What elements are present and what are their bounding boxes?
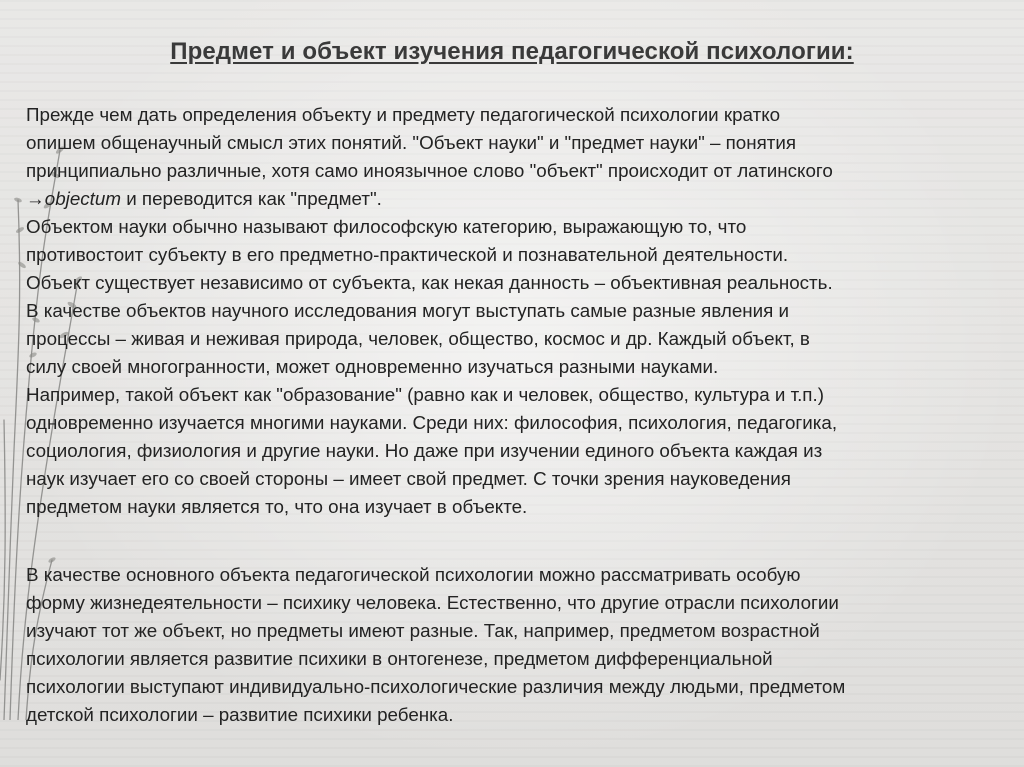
text-line: принципиально различные, хотя само иноязычное слово "объект" происходит от латинского <box>26 160 833 181</box>
text-line-suffix: и переводится как "предмет". <box>121 188 382 209</box>
text-line: предметом науки является то, что она изучает в объекте. <box>26 496 528 517</box>
text-line: форму жизнедеятельности – психику человека. Естественно, что другие отрасли психологии <box>26 592 839 613</box>
text-line: психологии является развитие психики в онтогенезе, предметом дифференциальной <box>26 648 773 669</box>
text-line: противостоит субъекту в его предметно-практической и познавательной деятельности. <box>26 244 789 265</box>
text-line: процессы – живая и неживая природа, человек, общество, космос и др. Каждый объект, в <box>26 328 810 349</box>
text-line: В качестве основного объекта педагогической психологии можно рассматривать особую <box>26 564 801 585</box>
text-line: наук изучает его со своей стороны – имеет свой предмет. С точки зрения науковедения <box>26 468 791 489</box>
slide-title: Предмет и объект изучения педагогической психологии: <box>170 38 854 65</box>
text-line: Объектом науки обычно называют философскую категорию, выражающую то, что <box>26 216 747 237</box>
text-line: одновременно изучается многими науками. Среди них: философия, психология, педагогика, <box>26 412 838 433</box>
text-line: В качестве объектов научного исследования могут выступать самые разные явления и <box>26 300 790 321</box>
arrow-glyph: → <box>26 188 45 209</box>
text-line: силу своей многогранности, может одновременно изучаться разными науками. <box>26 356 719 377</box>
text-line: Объект существует независимо от субъекта, как некая данность – объективная реальность. <box>26 272 833 293</box>
latin-term: objectum <box>44 188 121 209</box>
text-line-objectum <box>26 185 1004 213</box>
text-line: изучают тот же объект, но предметы имеют разные. Так, например, предметом возрастной <box>26 620 820 641</box>
text-line: Прежде чем дать определения объекту и предмету педагогической психологии кратко <box>26 104 781 125</box>
paragraph-object-of-pedagogical-psychology <box>26 561 1004 729</box>
text-line: опишем общенаучный смысл этих понятий. "Объект науки" и "предмет науки" – понятия <box>26 132 797 153</box>
text-line: социология, физиология и другие науки. Но даже при изучении единого объекта каждая из <box>26 440 823 461</box>
text-line: психологии выступают индивидуально-психологические различия между людьми, предметом <box>26 676 846 697</box>
paragraph-definitions <box>26 101 1004 521</box>
text-line: детской психологии – развитие психики ребенка. <box>26 704 454 725</box>
text-line: Например, такой объект как "образование" (равно как и человек, общество, культура и т.п.) <box>26 384 824 405</box>
